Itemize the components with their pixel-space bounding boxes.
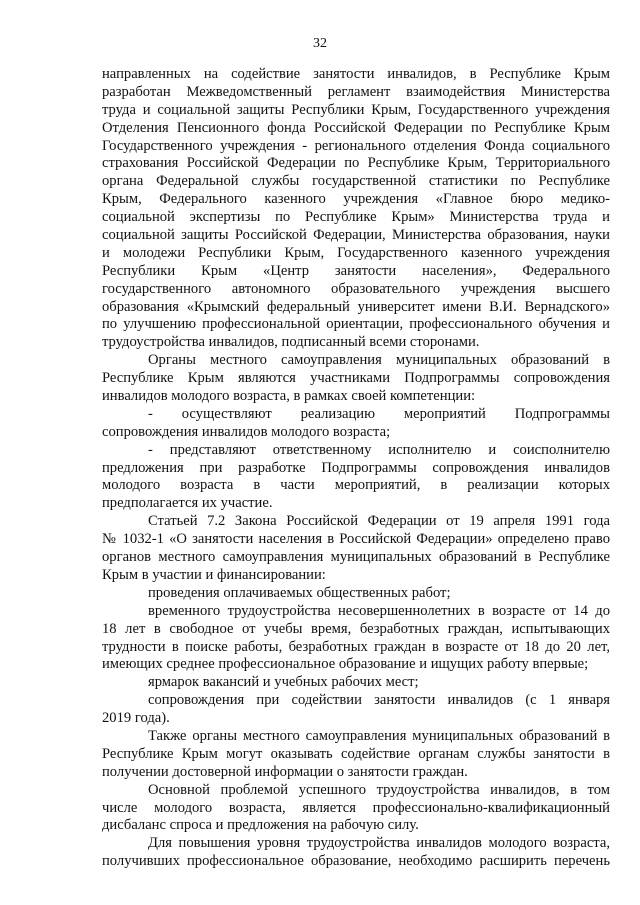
text-line: Основной проблемой успешного трудоустройства инвалидов, в том [148,781,610,798]
text-line: Для повышения уровня трудоустройства инвалидов молодого возраста, [148,835,610,852]
text-line: № 1032-1 «О занятости населения в Российской Федерации» определено право [102,531,610,548]
text-line: труда и социальной защиты Республики Крым, Государственного учреждения [102,101,610,118]
text-line: проведения оплачиваемых общественных работ; [148,584,451,601]
text-line: Республики Крым «Центр занятости населения», Федерального [102,262,610,279]
text-line: предполагается их участие. [102,495,273,512]
text-line: и молодежи Республики Крым, Государственного казенного учреждения [102,244,610,261]
page-number: 32 [313,36,327,51]
text-line: сопровождения инвалидов молодого возраста; [102,423,391,440]
text-line: молодого возраста в части мероприятий, в реализации которых [102,477,610,494]
text-line: трудоустройства инвалидов, подписанный всеми сторонами. [102,334,480,351]
text-line: ярмарок вакансий и учебных рабочих мест; [148,674,419,691]
text-line: трудности в поиске работы, безработных граждан в возрасте от 18 до 20 лет, [102,638,610,655]
text-line: Отделения Пенсионного фонда Российской Федерации по Республике Крым [102,119,610,136]
text-line: направленных на содействие занятости инвалидов, в Республике Крым [102,66,610,82]
text-line: предложения при разработке Подпрограммы сопровождения инвалидов [102,459,610,476]
text-line: страхования Российской Федерации по Республике Крым, Территориального [102,155,610,172]
text-line: органа Федеральной службы государственной статистики по Республике [102,173,610,190]
text-line: Также органы местного самоуправления муниципальных образований в [148,727,610,744]
text-line: образования «Крымский федеральный университет имени В.И. Вернадского» [102,298,610,315]
text-line: сопровождения при содействии занятости инвалидов (с 1 января [148,692,610,709]
text-line: - осуществляют реализацию мероприятий Подпрограммы [148,405,610,422]
text-line: Крым, Федерального казенного учреждения «Главное бюро медико- [102,191,610,208]
text-line: Республике Крым могут оказывать содействие органам службы занятости в [102,745,610,762]
text-line: числе молодого возраста, является профессионально-квалификационный [102,799,610,816]
text-line: социальной защиты Российской Федерации, Министерства образования, науки [102,227,610,244]
text-line: дисбаланс спроса и предложения на рабочую силу. [102,817,419,834]
text-line: социальной экспертизы по Республике Крым» Министерства труда и [102,209,610,226]
text-line: - представляют ответственному исполнителю и соисполнителю [148,441,610,458]
text-line: по улучшению профессиональной ориентации, профессионального обучения и [102,316,610,333]
text-line: инвалидов молодого возраста, в рамках своей компетенции: [102,388,476,405]
body-text [102,66,610,871]
text-line: Республике Крым являются участниками Подпрограммы сопровождения [102,370,610,387]
text-line: органов местного самоуправления муниципальных образований в Республике [102,549,610,566]
text-line: государственного автономного образовательного учреждения высшего [102,280,610,297]
text-line: имеющих среднее профессиональное образование и ищущих работу впервые; [102,656,589,673]
text-line: 2019 года). [102,710,170,727]
text-line: 18 лет в свободное от учебы время, безработных граждан, испытывающих [102,620,610,637]
text-line: Крым в участии и финансировании: [102,566,326,583]
text-line: Государственного учреждения - регионального отделения Фонда социального [102,137,610,154]
text-line: Органы местного самоуправления муниципальных образований в [148,352,610,369]
text-line: временного трудоустройства несовершеннолетних в возрасте от 14 до [148,602,610,619]
text-line: получении достоверной информации о занятости граждан. [102,763,468,780]
text-line: Статьей 7.2 Закона Российской Федерации от 19 апреля 1991 года [148,513,610,530]
text-line: разработан Межведомственный регламент взаимодействия Министерства [102,83,610,100]
text-line: получивших профессиональное образование, необходимо расширить перечень [102,853,610,870]
